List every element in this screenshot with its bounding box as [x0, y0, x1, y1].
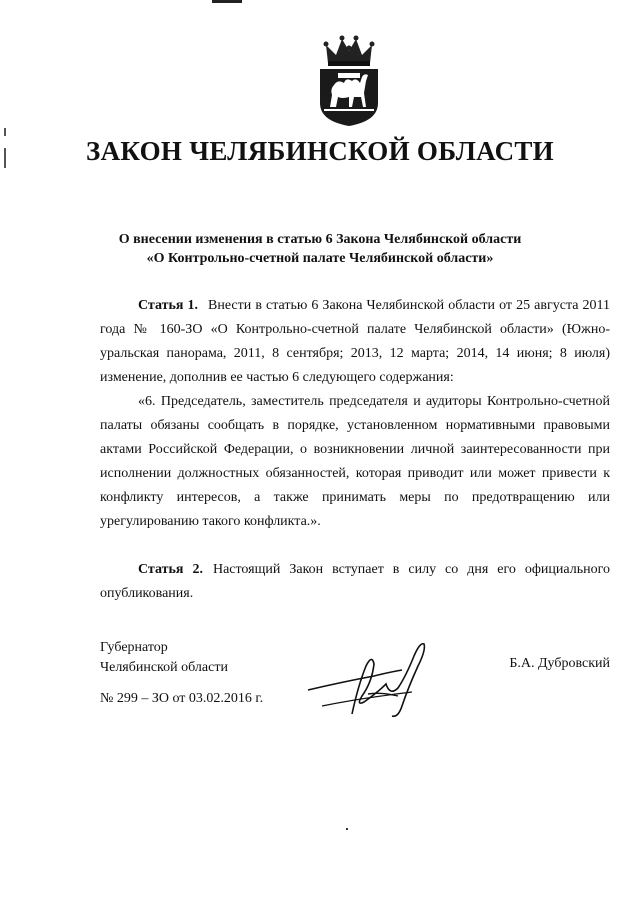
article-1-label: Статья 1.	[138, 298, 199, 313]
article-1-quote: «6. Председатель, заместитель председателя и аудиторы Контрольно-счетной палаты обязаны сообщать в порядке, установленном нормативными правовыми актами Российской Федерации, о возникновении личной заинтересованности при исполнении должностных обязанностей, которая приводит или может привести к конфликту интересов, а также принимать меры по предотвращению или урегулированию такого конфликта.».	[100, 394, 610, 529]
scan-artifact	[212, 0, 242, 3]
subject-line: О внесении изменения в статью 6 Закона Челябинской области	[118, 232, 522, 247]
law-title: ЗАКОН ЧЕЛЯБИНСКОЙ ОБЛАСТИ	[86, 136, 554, 166]
handwritten-signature-icon	[302, 636, 438, 722]
article-2-label: Статья 2.	[138, 562, 203, 577]
signer-position	[100, 638, 228, 678]
article-1	[100, 294, 610, 390]
law-subject	[0, 230, 640, 268]
law-number: № 299 – ЗО от 03.02.2016 г.	[100, 691, 264, 706]
signer-name: Б.А. Дубровский	[509, 656, 610, 671]
article-1-text: Внести в статью 6 Закона Челябинской области от 25 августа 2011 года № 160-ЗО «О Контрольно-счетной палате Челябинской области» (Южно-уральская панорама, 2011, 8 сентября; 2013, 12 марта; 2014, 14 июня; 8 июля) изменение, дополнив ее частью 6 следующего содержания:	[100, 298, 610, 385]
chelyabinsk-coat-of-arms-icon	[316, 33, 382, 127]
position-line: Губернатор	[100, 640, 168, 655]
position-line: Челябинской области	[100, 660, 228, 675]
scan-artifact	[346, 828, 348, 830]
scan-artifact	[4, 128, 6, 136]
article-1-paragraph	[100, 294, 610, 390]
subject-line: «О Контрольно-счетной палате Челябинской области»	[146, 251, 494, 266]
article-2-text: Настоящий Закон вступает в силу со дня его официального опубликования.	[100, 562, 610, 601]
article-2	[100, 558, 610, 606]
